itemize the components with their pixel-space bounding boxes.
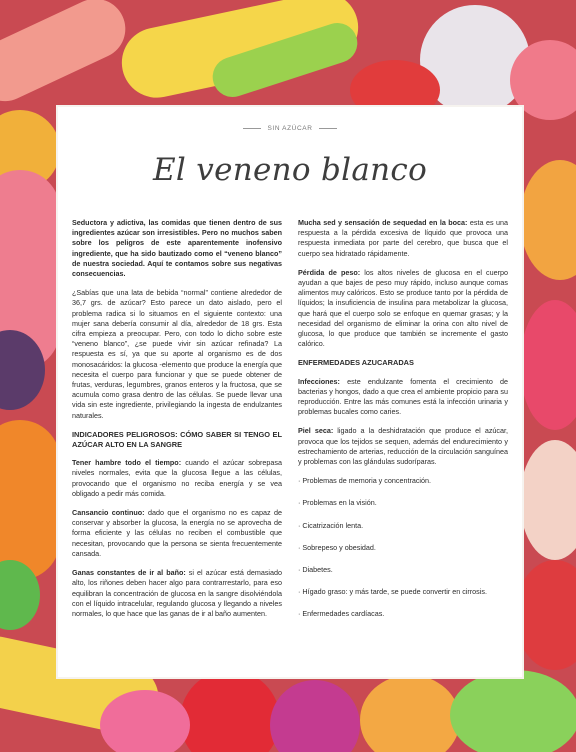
article-body xyxy=(72,218,508,632)
section-kicker xyxy=(72,125,508,132)
disease-paragraph xyxy=(298,377,508,418)
symptom-label: Cansancio continuo: xyxy=(72,508,145,518)
symptom-label: Ganas constantes de ir al baño: xyxy=(72,568,186,578)
article-card xyxy=(58,107,522,677)
symptom-label: Mucha sed y sensación de sequedad en la boca: xyxy=(298,218,468,227)
right-column xyxy=(298,218,508,632)
symptom-paragraph xyxy=(298,268,508,350)
list-item: · Enfermedades cardíacas. xyxy=(298,609,385,619)
symptom-paragraph xyxy=(72,458,282,499)
body-paragraph: ¿Sabías que una lata de bebida “normal” contiene alrededor de 36,7 grs. de azúcar? Esto parece un dato aislado, pero el problema radica si lo situamos en el siguiente contexto: una mujer sana debería consumir al día, alrededor de 18 grs. Esta cifra empieza a preocupar. Pero, con todo lo dicho sobre este “veneno blanco”, ¿se puede vivir sin azúcar refinada? La respuesta es sí, ya que su aporte al organismo es de dos monosacáridos: la glucosa -elemento que produce la energía que necesita el cuerpo para funcionar y que se puede obtener de frutas, verduras, legumbres, granos enteros y la fructosa, que se acumula como grasa dentro de las células. Se puede llevar una vida sin este ingrediente, privilegiando la ingesta de endulzantes naturales. xyxy=(72,288,282,420)
disease-paragraph xyxy=(298,426,508,467)
candy-ball xyxy=(520,160,576,280)
list-item: · Problemas de memoria y concentración. xyxy=(298,476,432,486)
list-item: · Hígado graso: y más tarde, se puede convertir en cirrosis. xyxy=(298,587,487,597)
left-column xyxy=(72,218,282,632)
candy-ball xyxy=(515,560,576,670)
gummy-worm xyxy=(0,0,135,111)
symptom-paragraph xyxy=(72,508,282,559)
kicker-rule-left xyxy=(243,128,261,129)
symptom-paragraph xyxy=(298,218,508,259)
symptom-paragraph xyxy=(72,568,282,619)
symptom-label: Pérdida de peso: xyxy=(298,267,361,277)
candy-ball xyxy=(270,680,360,752)
article-title: El veneno blanco xyxy=(152,152,428,188)
candy-ball xyxy=(520,440,576,560)
disease-label: Infecciones: xyxy=(298,376,340,386)
list-item: · Cicatrización lenta. xyxy=(298,520,364,530)
kicker-rule-right xyxy=(319,128,337,129)
gummy-worm xyxy=(0,420,60,580)
candy-ball xyxy=(180,670,280,752)
disease-label: Piel seca: xyxy=(298,426,334,436)
candy-ball xyxy=(520,300,576,430)
candy-ball xyxy=(360,675,460,752)
list-item: · Problemas en la visión. xyxy=(298,498,377,508)
symptom-label: Tener hambre todo el tiempo: xyxy=(72,458,182,468)
disease-text: este endulzante fomenta el crecimiento de bacterias y hongos, dado a que crea el ambiente propicio para su reproducción. Entre las más comunes está la infección urinaria y problemas bucales como caries. xyxy=(298,376,508,417)
list-item: · Diabetes. xyxy=(298,565,333,575)
symptom-text: dado que el organismo no es capaz de conservar y absorber la glucosa, la energía no se aprovecha de forma eficiente y las células no reciben el combustible que necesitan, provocando que la persona se sienta frecuentemente cansada. xyxy=(72,508,282,558)
candy-ball xyxy=(100,690,190,752)
section-heading: ENFERMEDADES AZUCARADAS xyxy=(298,358,414,368)
symptom-text: si el azúcar está demasiado alto, los riñones deben hacer algo para contrarrestarlo, para eso equilibran la concentración de glucosa en la sangre disolviéndola con el líquido intracelular, regulando glucosa y llegando a niveles normales, lo que hace que las ganas de ir al baño aumenten. xyxy=(72,568,282,618)
symptom-text: los altos niveles de glucosa en el cuerpo ayudan a que bajes de peso muy rápido, incluso aunque comas alimentos muy calóricos. Esto se produce tanto por la pérdida de líquidos; la insuficiencia de insulina para metabolizar la glucosa, que hará que el cuerpo solo se enfoque en quemar grasas; y la necesidad del organismo de eliminar la orina con alto nivel de glucosa, lo que produce que también se incremente el gasto calórico. xyxy=(298,267,508,349)
disease-text: ligado a la deshidratación que produce el azúcar, provoca que los tejidos se sequen, además del endurecimiento y estrechamiento de arterias, reducción de la circulación sanguínea y problemas con las glándulas sudoríparas. xyxy=(298,426,508,467)
candy-ball xyxy=(450,670,576,752)
lead-paragraph: Seductora y adictiva, las comidas que tienen dentro de sus ingredientes azúcar son irresistibles. Pero no muchos saben sobre los peligros de este aparentemente inofensivo ingrediente, que ha sido bautizado como el “veneno blanco” de nuestra sociedad. Aquí te contamos sobre sus negativas consecuencias. xyxy=(72,218,282,279)
list-item: · Sobrepeso y obesidad. xyxy=(298,542,376,552)
kicker-label: SIN AZÚCAR xyxy=(267,125,313,132)
section-heading: INDICADORES PELIGROSOS: CÓMO SABER SI TENGO EL AZÚCAR ALTO EN LA SANGRE xyxy=(72,429,282,450)
symptom-text: cuando el azúcar sobrepasa niveles normales, evita que la glucosa llegue a las células, provocando que el organismo no reciba energía y se vea obligado a pedir más comida. xyxy=(72,458,282,498)
symptom-text: esta es una respuesta a la pérdida excesiva de líquido que provoca una respuesta inmediata por parte del cerebro, que busca que el cuerpo sea hidratado rápidamente. xyxy=(298,218,508,258)
